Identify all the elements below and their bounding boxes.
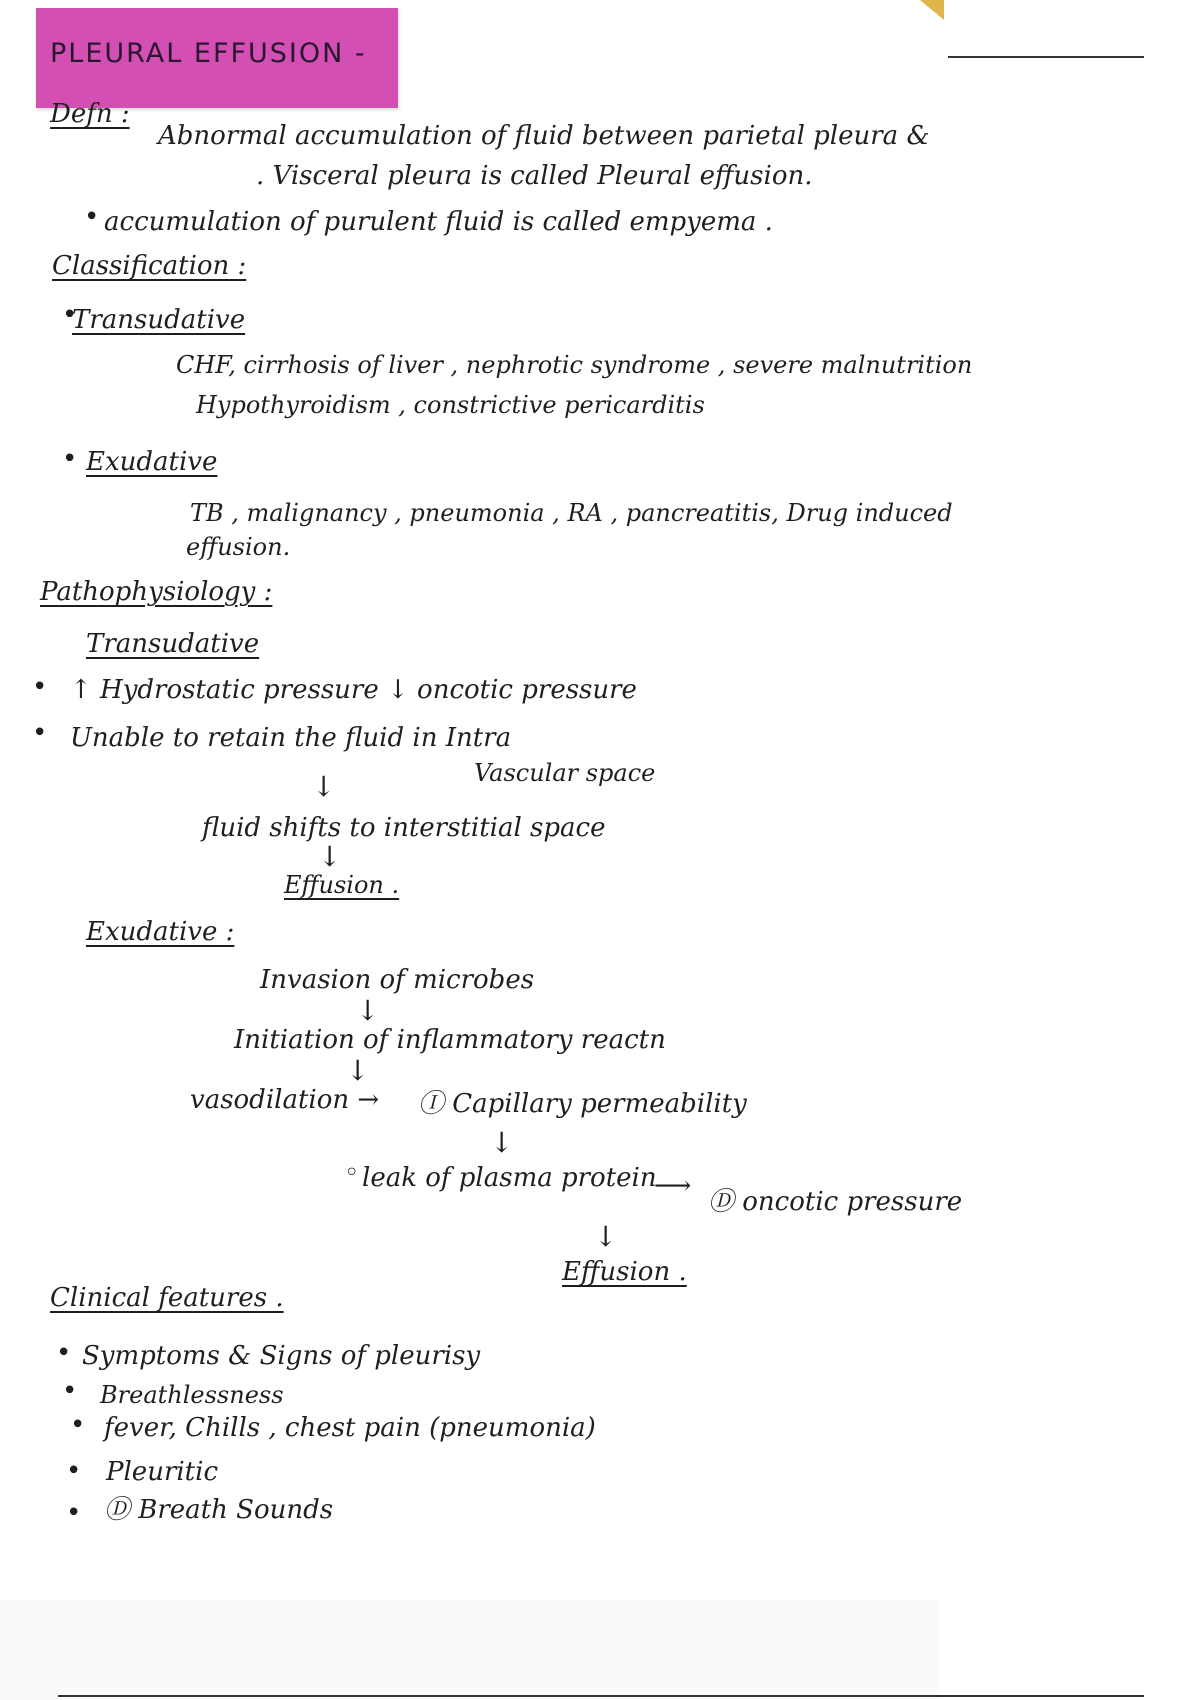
bullet-dot: • <box>32 672 48 702</box>
exudative-effusion-result: Effusion . <box>562 1257 687 1287</box>
pathophysiology-heading: Pathophysiology : <box>40 577 273 607</box>
classification-heading: Classification : <box>52 251 247 281</box>
fluid-retention-line: Unable to retain the fluid in Intra <box>70 723 512 753</box>
empyema-note: accumulation of purulent fluid is called empyema . <box>104 207 773 237</box>
inflammation-step: Initiation of inflammatory reactn <box>234 1025 666 1055</box>
oncotic-pressure-step: Ⓓ oncotic pressure <box>708 1187 963 1217</box>
clinical-features-heading: Clinical features . <box>50 1283 284 1313</box>
pressure-change: ↑ Hydrostatic pressure ↓ oncotic pressure <box>70 675 637 705</box>
flow-arrow-down: ↓ <box>318 840 342 873</box>
vasodilation-step: vasodilation → <box>190 1085 380 1115</box>
definition-line-2: . Visceral pleura is called Pleural effusion. <box>256 161 813 191</box>
flow-arrow-down: ↓ <box>312 770 336 803</box>
bullet-dot: • <box>62 1376 78 1406</box>
flow-arrow-right: ⟶ <box>654 1171 692 1201</box>
clinical-feature-item: Pleuritic <box>106 1457 219 1487</box>
flow-arrow-down: ↓ <box>490 1126 514 1159</box>
clinical-feature-item: fever, Chills , chest pain (pneumonia) <box>104 1413 596 1443</box>
transudative-mechanism-heading: Transudative <box>86 629 260 659</box>
bottom-rule-line <box>58 1695 1144 1697</box>
clinical-feature-item: Breathlessness <box>100 1381 284 1409</box>
capillary-permeability-step: Ⓘ Capillary permeability <box>418 1089 747 1119</box>
fluid-shift-step: fluid shifts to interstitial space <box>202 813 606 843</box>
flow-arrow-down: ↓ <box>356 994 380 1027</box>
page-margin <box>940 0 1200 1700</box>
vascular-space-label: Vascular space <box>474 759 656 787</box>
flow-arrow-down: ↓ <box>594 1220 618 1253</box>
flow-arrow-down: ↓ <box>346 1054 370 1087</box>
exudative-causes-1: TB , malignancy , pneumonia , RA , pancreatitis, Drug induced <box>190 499 953 527</box>
bullet-dot: • <box>62 444 78 474</box>
definition-line-1: Abnormal accumulation of fluid between parietal pleura & <box>158 121 930 151</box>
transudative-effusion-result: Effusion . <box>284 871 400 899</box>
bullet-dot: • <box>66 1498 82 1528</box>
microbe-invasion-step: Invasion of microbes <box>260 965 535 995</box>
title-sticky-note <box>36 8 398 108</box>
definition-label: Defn : <box>50 99 130 129</box>
bullet-dot: • <box>84 202 100 232</box>
plasma-protein-leak-step: leak of plasma protein <box>362 1163 657 1193</box>
exudative-mechanism-heading: Exudative : <box>86 917 235 947</box>
transudative-causes-1: CHF, cirrhosis of liver , nephrotic syndrome , severe malnutrition <box>176 351 973 379</box>
transudative-label: Transudative <box>72 305 246 335</box>
bullet-dot: • <box>56 1338 72 1368</box>
exudative-label: Exudative <box>86 447 218 477</box>
clinical-feature-item: Ⓓ Breath Sounds <box>104 1495 334 1525</box>
bullet-dot: • <box>66 1456 82 1486</box>
bullet-dot: • <box>62 300 78 330</box>
bullet-dot: • <box>32 718 48 748</box>
page-title: PLEURAL EFFUSION - <box>50 38 367 69</box>
transudative-causes-2: Hypothyroidism , constrictive pericarditis <box>196 391 705 419</box>
bullet-dot: • <box>70 1410 86 1440</box>
exudative-causes-2: effusion. <box>186 533 291 561</box>
bullet-dot: ◦ <box>344 1158 360 1188</box>
top-rule-line <box>948 56 1144 58</box>
clinical-feature-item: Symptoms & Signs of pleurisy <box>82 1341 481 1371</box>
page-corner-tab <box>920 0 944 20</box>
